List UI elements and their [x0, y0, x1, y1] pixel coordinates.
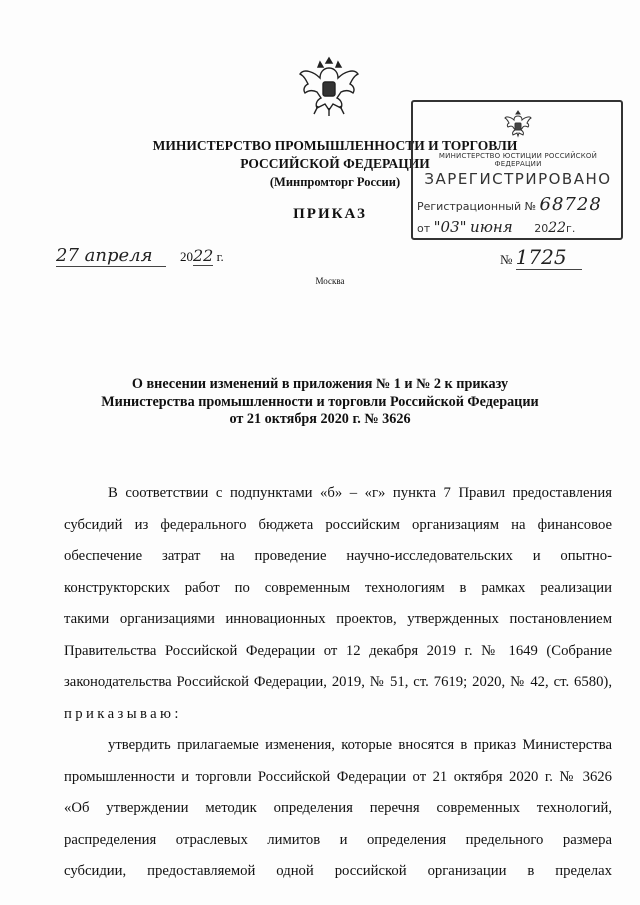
order-number [500, 245, 582, 270]
order-date-year-prefix: 20 [180, 249, 193, 264]
stamp-date-month: июня [470, 218, 513, 236]
body-p1-line: такими организациями инновационных проектов, утвержденных постановлением [64, 611, 612, 627]
stamp-ministry: МИНИСТЕРСТВО ЮСТИЦИИ РОССИЙСКОЙ ФЕДЕРАЦИИ [438, 152, 598, 168]
order-title [80, 376, 560, 429]
body-p1-line: законодательства Российской Федерации, 2019, № 51, ст. 7619; 2020, № 42, ст. 6580), [64, 674, 612, 690]
order-date-day-month: 27 апреля [56, 245, 166, 267]
stamp-date-suffix: г. [566, 222, 576, 235]
body-p1-line: Правительства Российской Федерации от 12 декабря 2019 г. № 1649 (Собрание [64, 642, 612, 659]
ministry-short-name: (Минпромторг России) [269, 175, 401, 189]
orders-word: приказываю: [64, 705, 182, 722]
order-title-line1: О внесении изменений в приложения № 1 и № 2 к приказу [131, 376, 509, 392]
order-date [56, 245, 224, 267]
order-date-year: 22 [193, 246, 214, 265]
registration-stamp [411, 100, 623, 240]
order-body [64, 478, 612, 888]
order-number-label: № [500, 252, 513, 267]
ministry-name-line1: МИНИСТЕРСТВО ПРОМЫШЛЕННОСТИ И ТОРГОВЛИ [152, 138, 518, 153]
body-p1-line: субсидий из федерального бюджета российским организациям на финансовое [64, 516, 612, 533]
coat-of-arms-icon [296, 50, 362, 122]
stamp-date-line [417, 218, 575, 236]
stamp-date-year: 22 [548, 220, 567, 236]
order-title-line3: от 21 октября 2020 г. № 3626 [229, 411, 411, 427]
order-city: Москва [315, 276, 345, 286]
body-p2-line: «Об утверждении методик определения перечня современных технологий, [64, 800, 612, 816]
ministry-name-line2: РОССИЙСКОЙ ФЕДЕРАЦИИ [240, 156, 430, 171]
stamp-date-prefix: от [417, 222, 431, 235]
order-number-value: 1725 [516, 245, 582, 270]
stamp-date-day: "03" [433, 218, 467, 236]
stamp-emblem-icon [503, 108, 533, 142]
stamp-reg-label: Регистрационный № [417, 200, 537, 213]
order-title-line2: Министерства промышленности и торговли Российской Федерации [101, 393, 539, 410]
stamp-reg-number: 68728 [539, 194, 602, 215]
body-p1-line: конструкторских работ по современным технологиям в рамках реализации [64, 579, 612, 596]
body-p2-line: субсидии, предоставляемой одной российской организации в пределах [64, 863, 612, 879]
body-p2-line: промышленности и торговли Российской Федерации от 21 октября 2020 г. № 3626 [64, 768, 612, 785]
body-p1-line: В соответствии с подпунктами «б» – «г» пункта 7 Правил предоставления [108, 485, 612, 501]
stamp-date-year-prefix: 20 [534, 222, 549, 235]
stamp-status: ЗАРЕГИСТРИРОВАНО [424, 170, 612, 188]
body-p2-line: утвердить прилагаемые изменения, которые вносятся в приказ Министерства [108, 737, 612, 753]
body-p2-line: распределения отраслевых лимитов и определения предельного размера [64, 831, 612, 848]
body-p1-line: обеспечение затрат на проведение научно-исследовательских и опытно- [64, 548, 612, 564]
order-date-suffix: г. [216, 249, 224, 264]
stamp-reg-number-line [417, 194, 602, 215]
document-type: ПРИКАЗ [293, 206, 367, 222]
